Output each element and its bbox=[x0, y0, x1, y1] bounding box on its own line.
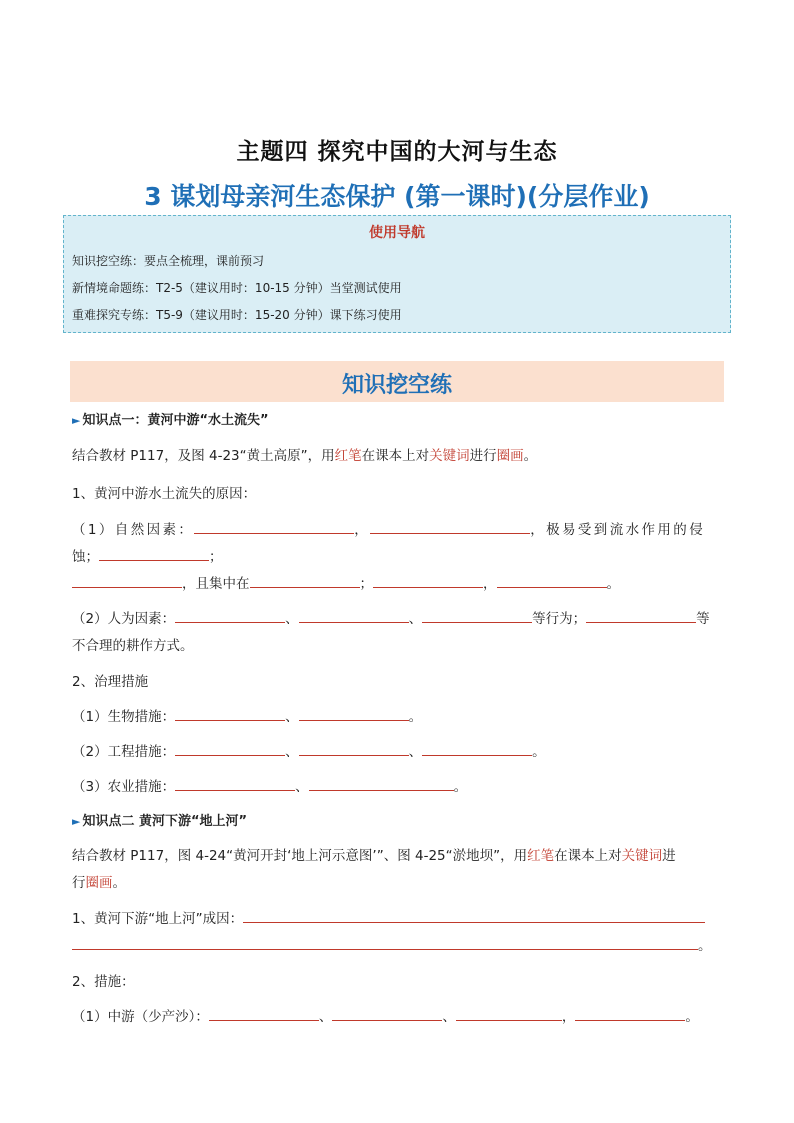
question-1-1-line bbox=[72, 518, 705, 538]
usage-guide-line: 知识挖空练：要点全梳理，课前预习 bbox=[72, 254, 265, 268]
answer-blank[interactable] bbox=[497, 573, 607, 588]
question-1-1-cont bbox=[72, 545, 223, 565]
answer-blank[interactable] bbox=[99, 546, 209, 561]
question-1-2-line bbox=[72, 607, 710, 627]
punctuation: 、 bbox=[285, 611, 299, 627]
answer-blank[interactable] bbox=[299, 741, 409, 756]
intro-text: 。 bbox=[523, 448, 538, 464]
question-label: （3）农业措施： bbox=[72, 779, 176, 795]
question-text: 蚀； bbox=[72, 549, 99, 565]
triangle-marker-icon: ► bbox=[72, 815, 81, 828]
punctuation: 、 bbox=[442, 1009, 456, 1025]
intro-text: 结合教材 P117，图 4-24“黄河开封‘地上河示意图’”、图 4-25“淤地坝”，用 bbox=[72, 848, 528, 864]
punctuation: ； bbox=[359, 576, 373, 592]
punctuation: 。 bbox=[685, 1009, 699, 1025]
kp2-question-1-line bbox=[72, 907, 705, 927]
punctuation: 、 bbox=[408, 611, 423, 627]
answer-blank[interactable] bbox=[72, 573, 182, 588]
punctuation: 。 bbox=[408, 709, 423, 725]
kp2-question-2-heading: 2、措施： bbox=[72, 974, 135, 990]
question-label: （2）人为因素： bbox=[72, 611, 176, 627]
triangle-marker-icon: ► bbox=[72, 414, 81, 427]
punctuation: 。 bbox=[698, 938, 712, 954]
answer-blank[interactable] bbox=[175, 776, 295, 791]
answer-blank[interactable] bbox=[309, 776, 454, 791]
usage-guide-box bbox=[63, 215, 731, 333]
highlight-red-pen: 红笔 bbox=[334, 448, 362, 464]
answer-blank[interactable] bbox=[72, 935, 698, 950]
question-label: （2）工程措施： bbox=[72, 744, 176, 760]
highlight-keywords: 关键词 bbox=[621, 848, 663, 864]
punctuation: 。 bbox=[453, 779, 468, 795]
question-label: （1）中游（少产沙）： bbox=[72, 1009, 209, 1025]
answer-blank[interactable] bbox=[456, 1006, 562, 1021]
question-text: ，且集中在 bbox=[182, 576, 250, 592]
highlight-red-pen: 红笔 bbox=[527, 848, 555, 864]
usage-guide-line: 重难探究专练：T5-9（建议用时：15-20 分钟）课下练习使用 bbox=[72, 308, 402, 322]
intro-text: 结合教材 P117，及图 4-23“黄土高原”，用 bbox=[72, 448, 335, 464]
punctuation: 、 bbox=[285, 709, 299, 725]
answer-blank[interactable] bbox=[373, 573, 483, 588]
question-label: （1）生物措施： bbox=[72, 709, 176, 725]
intro-text: 行 bbox=[72, 875, 86, 891]
highlight-circle: 圈画 bbox=[85, 875, 113, 891]
answer-blank[interactable] bbox=[332, 1006, 442, 1021]
punctuation: 、 bbox=[408, 744, 423, 760]
punctuation: ； bbox=[209, 549, 223, 565]
question-text: ，极易受到流水作用的侵 bbox=[530, 522, 706, 538]
knowledge-point-2-title: 知识点二 黄河下游“地上河” bbox=[82, 814, 248, 829]
knowledge-point-1-heading bbox=[72, 409, 269, 428]
answer-blank[interactable] bbox=[243, 908, 705, 923]
question-2-1-line bbox=[72, 705, 422, 725]
answer-blank[interactable] bbox=[575, 1006, 685, 1021]
knowledge-point-2-intro bbox=[72, 844, 676, 864]
topic-title: 主题四 探究中国的大河与生态 bbox=[236, 139, 558, 165]
knowledge-point-1-title: 知识点一：黄河中游“水土流失” bbox=[82, 413, 269, 428]
punctuation: ， bbox=[354, 522, 371, 538]
section-banner bbox=[70, 361, 724, 402]
usage-guide-title: 使用导航 bbox=[369, 225, 425, 241]
question-2-2-line bbox=[72, 740, 546, 760]
question-label: 1、黄河下游“地上河”成因： bbox=[72, 911, 244, 927]
answer-blank[interactable] bbox=[175, 706, 285, 721]
answer-blank[interactable] bbox=[299, 608, 409, 623]
highlight-keywords: 关键词 bbox=[429, 448, 470, 464]
question-2-heading: 2、治理措施 bbox=[72, 674, 149, 690]
answer-blank[interactable] bbox=[299, 706, 409, 721]
intro-text: 进行 bbox=[469, 448, 497, 464]
highlight-circle: 圈画 bbox=[496, 448, 524, 464]
punctuation: 、 bbox=[318, 1009, 333, 1025]
question-1-1-line3 bbox=[72, 572, 620, 592]
answer-blank[interactable] bbox=[370, 519, 530, 534]
section-title: 知识挖空练 bbox=[341, 373, 452, 398]
answer-blank[interactable] bbox=[194, 519, 354, 534]
punctuation: 。 bbox=[532, 744, 546, 760]
question-text: 等 bbox=[696, 611, 710, 627]
usage-guide-line: 新情境命题练：T2-5（建议用时：10-15 分钟）当堂测试使用 bbox=[72, 281, 402, 295]
answer-blank[interactable] bbox=[422, 608, 532, 623]
punctuation: 。 bbox=[606, 576, 620, 592]
question-1-heading: 1、黄河中游水土流失的原因： bbox=[72, 486, 257, 502]
question-text: 等行为； bbox=[532, 611, 587, 627]
question-2-3-line bbox=[72, 775, 467, 795]
intro-text: 在课本上对 bbox=[361, 448, 430, 464]
punctuation: ， bbox=[483, 576, 497, 592]
answer-blank[interactable] bbox=[175, 741, 285, 756]
answer-blank[interactable] bbox=[422, 741, 532, 756]
knowledge-point-1-intro bbox=[72, 444, 537, 464]
intro-text: 。 bbox=[112, 875, 126, 891]
question-label: （1）自然因素： bbox=[72, 522, 195, 538]
question-1-2-cont: 不合理的耕作方式。 bbox=[72, 638, 194, 654]
kp2-question-1-cont bbox=[72, 934, 712, 954]
intro-text: 进 bbox=[662, 848, 676, 864]
knowledge-point-2-heading bbox=[72, 810, 247, 829]
answer-blank[interactable] bbox=[586, 608, 696, 623]
punctuation: ， bbox=[561, 1009, 576, 1025]
answer-blank[interactable] bbox=[209, 1006, 319, 1021]
kp2-question-2-1-line bbox=[72, 1005, 699, 1025]
answer-blank[interactable] bbox=[175, 608, 285, 623]
answer-blank[interactable] bbox=[250, 573, 360, 588]
intro-text: 在课本上对 bbox=[554, 848, 622, 864]
lesson-title: 3 谋划母亲河生态保护 (第一课时)(分层作业) bbox=[144, 182, 650, 211]
knowledge-point-2-intro-cont bbox=[72, 871, 126, 891]
punctuation: 、 bbox=[295, 779, 309, 795]
punctuation: 、 bbox=[285, 744, 299, 760]
